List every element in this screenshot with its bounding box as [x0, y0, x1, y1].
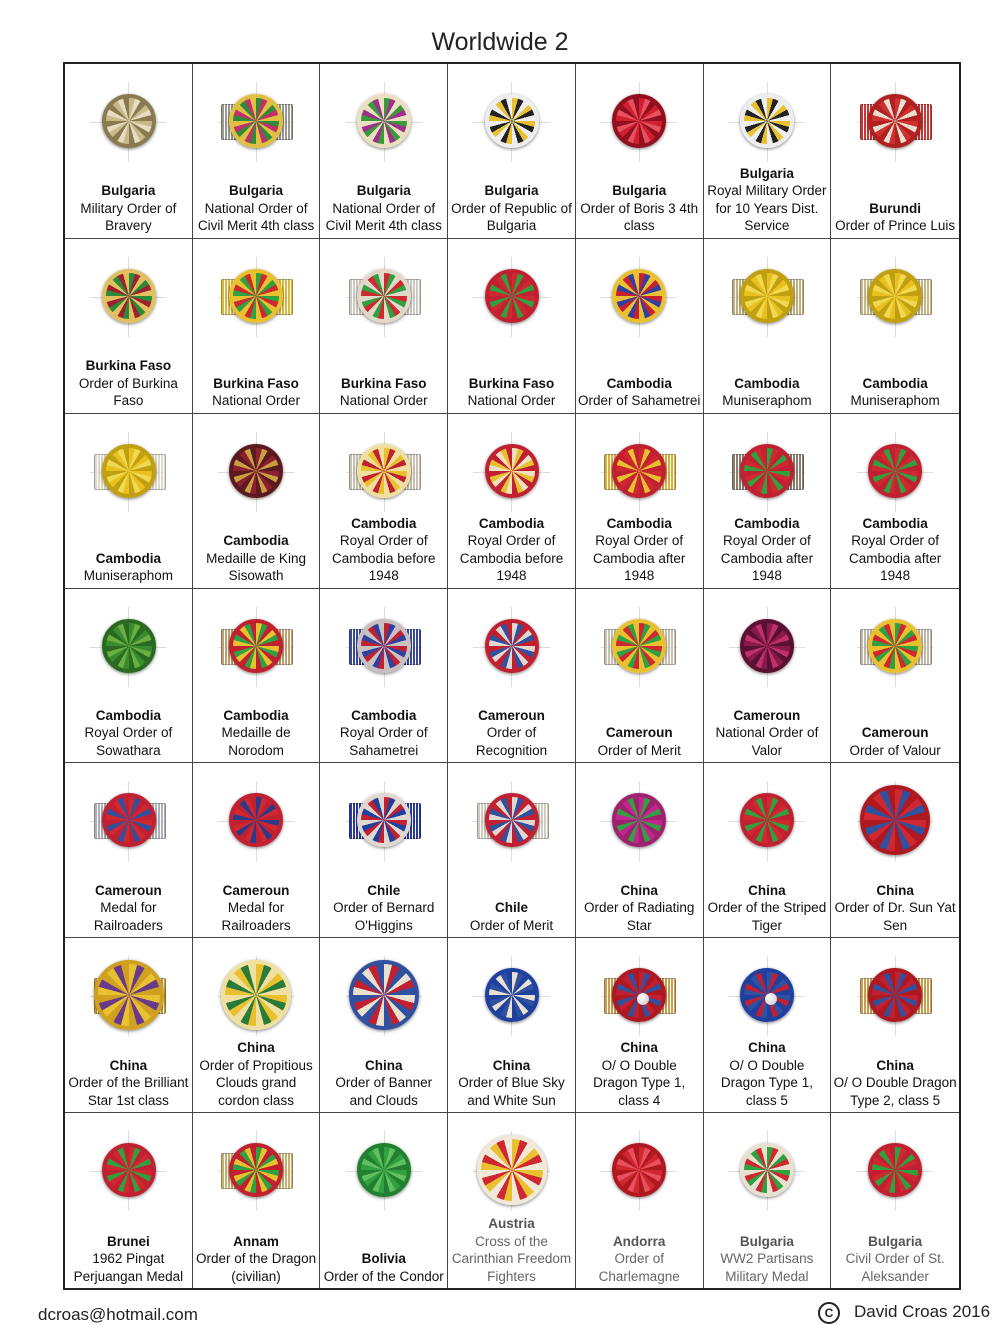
- medal-label: [578, 1039, 701, 1109]
- medal-rosette: [485, 793, 539, 847]
- medal-name: Royal Order of Sahametrei: [339, 725, 428, 758]
- medal-name: National Order: [467, 393, 556, 409]
- medal-rosette: [612, 444, 666, 498]
- medal-country: China: [748, 882, 786, 898]
- medal-label: [450, 375, 573, 410]
- medal-cell: [576, 64, 704, 239]
- medal-label: [322, 375, 445, 410]
- medal-country: Chile: [367, 882, 401, 898]
- medal-cell: [193, 239, 321, 414]
- medal-label: [450, 1057, 573, 1110]
- medal-cell: [65, 938, 193, 1113]
- medal-country: China: [365, 1057, 403, 1073]
- medal-country: Cambodia: [351, 707, 417, 723]
- medal-name: Order of Radiating Star: [584, 900, 695, 933]
- medal-label: [578, 1233, 701, 1286]
- medal-cell: [448, 414, 576, 589]
- medal-cell: [448, 1113, 576, 1288]
- medal-country: Cambodia: [862, 375, 928, 391]
- medal-cell: [65, 589, 193, 764]
- medal-label: [195, 182, 318, 235]
- medal-rosette: [229, 793, 283, 847]
- medal-country: Cameroun: [733, 707, 801, 723]
- medal-rosette: [102, 793, 156, 847]
- medal-country: Cameroun: [605, 725, 673, 741]
- medal-country: Cameroun: [478, 707, 545, 723]
- medal-rosette: [740, 269, 794, 323]
- medal-country: China: [748, 1040, 786, 1056]
- medal-rosette: [102, 269, 156, 323]
- medal-name: Order of Blue Sky and White Sun: [458, 1075, 565, 1108]
- medal-rosette: [102, 619, 156, 673]
- medal-rosette: [868, 444, 922, 498]
- medal-country: Cameroun: [861, 725, 929, 741]
- medal-rosette: [485, 444, 539, 498]
- medal-rosette: [229, 269, 283, 323]
- medal-country: Cambodia: [862, 515, 928, 531]
- medal-name: Royal Order of Cambodia after 1948: [848, 533, 942, 584]
- medal-rosette: [740, 793, 794, 847]
- medal-label: [195, 375, 318, 410]
- medal-label: [450, 707, 573, 760]
- medal-rosette: [740, 444, 794, 498]
- medal-name: Order of Merit: [597, 742, 681, 758]
- medal-name: Order of the Striped Tiger: [707, 900, 827, 933]
- medal-name: Order of Recognition: [475, 725, 548, 758]
- medal-name: Civil Order of St. Aleksander: [845, 1251, 945, 1284]
- medal-cell: [448, 938, 576, 1113]
- medal-name: National Order: [339, 393, 428, 409]
- medal-name: Order of Sahametrei: [578, 393, 701, 409]
- medal-label: [706, 515, 829, 585]
- medal-name: Order of Burkina Faso: [78, 375, 178, 409]
- medal-cell: [320, 1113, 448, 1288]
- medal-label: [67, 182, 190, 235]
- medal-country: Bulgaria: [229, 183, 284, 199]
- medal-rosette: [485, 968, 539, 1022]
- medal-rosette: [612, 968, 666, 1022]
- page-title: Worldwide 2: [431, 28, 569, 56]
- medal-name: Order of the Condor: [323, 1268, 444, 1284]
- medal-cell: [831, 1113, 959, 1288]
- medal-label: [833, 1057, 957, 1110]
- medal-label: [833, 882, 957, 935]
- medal-country: Burkina Faso: [213, 375, 299, 391]
- medal-label: [578, 515, 701, 585]
- medal-name: Muniseraphom: [850, 393, 940, 409]
- medal-label: [67, 882, 190, 935]
- medal-rosette: [860, 785, 930, 855]
- medal-cell: [831, 938, 959, 1113]
- medal-name: National Order of Civil Merit 4th class: [197, 200, 315, 234]
- medal-country: Cambodia: [734, 375, 800, 391]
- medal-cell: [576, 763, 704, 938]
- medal-name: Royal Military Order for 10 Years Dist. Service: [707, 183, 827, 234]
- medal-cell: [193, 938, 321, 1113]
- medal-name: Order of Valour: [849, 742, 941, 758]
- medal-country: Cameroun: [222, 882, 290, 898]
- medal-country: China: [620, 1040, 658, 1056]
- medal-cell: [320, 589, 448, 764]
- medal-country: Cambodia: [223, 533, 289, 549]
- medal-rosette: [868, 619, 922, 673]
- medal-name: Cross of the Carinthian Freedom Fighters: [451, 1233, 572, 1284]
- medal-country: Cambodia: [606, 375, 672, 391]
- medal-country: China: [620, 882, 658, 898]
- copyright-symbol: C: [818, 1302, 840, 1324]
- medal-country: Cambodia: [734, 515, 800, 531]
- medal-country: Burundi: [869, 200, 922, 216]
- copyright-text: David Croas 2016: [854, 1302, 991, 1321]
- medal-cell: [831, 414, 959, 589]
- medal-cell: [704, 1113, 832, 1288]
- medal-rosette: [485, 94, 539, 148]
- medal-country: Bulgaria: [101, 183, 156, 199]
- medal-label: [195, 707, 318, 760]
- medal-country: China: [237, 1040, 275, 1056]
- medal-rosette: [612, 269, 666, 323]
- medal-name: Royal Order of Sowathara: [84, 725, 173, 758]
- medal-rosette: [357, 269, 411, 323]
- medal-cell: [448, 763, 576, 938]
- medal-name: Order of Bernard O'Higgins: [333, 900, 435, 933]
- medal-country: Bolivia: [361, 1251, 406, 1266]
- medal-country: Bulgaria: [612, 183, 667, 199]
- medal-country: Cambodia: [478, 515, 545, 531]
- medal-label: [833, 200, 957, 235]
- medal-name: Order of Prince Luis: [835, 218, 956, 234]
- medal-country: Bulgaria: [739, 1233, 794, 1249]
- medal-country: Burkina Faso: [468, 375, 555, 391]
- medal-country: Burkina Faso: [341, 375, 427, 391]
- medal-label: [195, 1039, 318, 1109]
- medal-country: Cambodia: [95, 550, 161, 566]
- medal-name: Royal Order of Cambodia after 1948: [720, 533, 814, 584]
- medal-label: [578, 182, 701, 235]
- medal-country: Annam: [233, 1233, 279, 1249]
- medal-label: [578, 375, 701, 410]
- medal-label: [322, 1250, 445, 1285]
- medal-rosette: [740, 968, 794, 1022]
- medal-rosette: [612, 94, 666, 148]
- medal-cell: [831, 64, 959, 239]
- medal-rosette: [477, 1135, 547, 1205]
- medal-country: Chile: [494, 900, 528, 916]
- medal-country: Brunei: [106, 1233, 150, 1249]
- medal-cell: [704, 64, 832, 239]
- medal-rosette: [612, 1143, 666, 1197]
- medal-cell: [576, 1113, 704, 1288]
- medal-rosette: [221, 960, 291, 1030]
- medal-country: Bulgaria: [739, 165, 794, 181]
- medal-rosette: [229, 619, 283, 673]
- medal-label: [706, 1039, 829, 1109]
- medal-label: [322, 515, 445, 585]
- medal-label: [833, 515, 957, 585]
- medal-label: [67, 550, 190, 585]
- medal-name: Order of Propitious Clouds grand cordon class: [199, 1057, 313, 1108]
- medal-cell: [320, 763, 448, 938]
- medal-label: [706, 165, 829, 235]
- medal-cell: [576, 239, 704, 414]
- medal-label: [450, 515, 573, 585]
- medal-country: Cameroun: [94, 882, 162, 898]
- medal-name: Order of Dr. Sun Yat Sen: [834, 900, 956, 933]
- medal-name: O/ O Double Dragon Type 1, class 5: [720, 1057, 813, 1108]
- medal-name: Medal for Railroaders: [221, 900, 291, 933]
- medal-cell: [320, 64, 448, 239]
- medal-cell: [704, 938, 832, 1113]
- medal-cell: [65, 64, 193, 239]
- medal-label: [195, 1233, 318, 1286]
- medal-label: [706, 707, 829, 760]
- medal-name: Order of the Dragon (civilian): [196, 1251, 317, 1284]
- medal-rosette: [740, 1143, 794, 1197]
- pearl-center: [637, 993, 649, 1005]
- medal-rosette: [740, 619, 794, 673]
- medal-country: Cambodia: [606, 515, 672, 531]
- medal-label: [322, 182, 445, 235]
- medal-rosette: [740, 94, 794, 148]
- medal-grid: [63, 62, 961, 1290]
- medal-label: [450, 182, 573, 235]
- medal-cell: [576, 589, 704, 764]
- medal-cell: [65, 763, 193, 938]
- medal-country: Cambodia: [95, 707, 161, 723]
- medal-rosette: [357, 793, 411, 847]
- medal-name: Muniseraphom: [83, 568, 173, 584]
- medal-name: Medaille de King Sisowath: [206, 550, 306, 584]
- medal-cell: [65, 1113, 193, 1288]
- medal-name: Royal Order of Cambodia after 1948: [593, 533, 686, 584]
- medal-country: Bulgaria: [484, 183, 539, 199]
- medal-name: Royal Order of Cambodia before 1948: [459, 533, 564, 584]
- medal-label: [706, 1233, 829, 1286]
- medal-rosette: [229, 444, 283, 498]
- medal-cell: [193, 589, 321, 764]
- medal-rosette: [868, 269, 922, 323]
- medal-rosette: [357, 1143, 411, 1197]
- medal-country: Austria: [488, 1216, 535, 1231]
- medal-rosette: [349, 960, 419, 1030]
- medal-rosette: [229, 94, 283, 148]
- medal-name: O/ O Double Dragon Type 1, class 4: [593, 1057, 686, 1108]
- medal-name: Order of the Brilliant Star 1st class: [68, 1075, 189, 1108]
- medal-rosette: [612, 793, 666, 847]
- medal-rosette: [102, 444, 156, 498]
- medal-cell: [704, 239, 832, 414]
- medal-country: Cambodia: [351, 515, 417, 531]
- medal-country: Andorra: [612, 1233, 666, 1249]
- medal-cell: [448, 239, 576, 414]
- medal-cell: [704, 763, 832, 938]
- medal-rosette: [868, 1143, 922, 1197]
- medal-country: Bulgaria: [868, 1233, 923, 1249]
- medal-name: Military Order of Bravery: [80, 200, 177, 234]
- medal-label: [450, 899, 573, 934]
- medal-country: Cambodia: [223, 707, 289, 723]
- medal-name: O/ O Double Dragon Type 2, class 5: [833, 1075, 957, 1108]
- medal-label: [322, 882, 445, 935]
- medal-cell: [831, 763, 959, 938]
- medal-label: [578, 882, 701, 935]
- medal-rosette: [102, 1143, 156, 1197]
- medal-label: [578, 724, 701, 759]
- contact-email: dcroas@hotmail.com: [38, 1305, 198, 1324]
- medal-label: [833, 375, 957, 410]
- medal-cell: [831, 589, 959, 764]
- medal-label: [833, 724, 957, 759]
- medal-rosette: [868, 968, 922, 1022]
- medal-label: [322, 707, 445, 760]
- medal-rosette: [357, 94, 411, 148]
- medal-rosette: [357, 619, 411, 673]
- medal-country: China: [109, 1057, 148, 1073]
- medal-cell: [193, 64, 321, 239]
- medal-rosette: [229, 1143, 283, 1197]
- medal-label: [195, 532, 318, 585]
- medal-name: Medaille de Norodom: [221, 725, 291, 758]
- medal-cell: [448, 64, 576, 239]
- medal-name: Order of Merit: [469, 917, 554, 933]
- medal-label: [67, 707, 190, 760]
- medal-label: [67, 357, 190, 410]
- medal-name: Muniseraphom: [722, 393, 812, 409]
- medal-label: [67, 1233, 190, 1286]
- medal-country: Bulgaria: [356, 183, 411, 199]
- medal-name: National Order: [212, 393, 300, 409]
- medal-cell: [576, 938, 704, 1113]
- medal-name: 1962 Pingat Perjuangan Medal: [73, 1251, 184, 1284]
- medal-name: National Order of Civil Merit 4th class: [325, 200, 442, 234]
- medal-rosette: [485, 269, 539, 323]
- medal-cell: [193, 414, 321, 589]
- medal-cell: [320, 239, 448, 414]
- medal-name: Royal Order of Cambodia before 1948: [331, 533, 436, 584]
- medal-country: Burkina Faso: [85, 358, 172, 374]
- medal-name: WW2 Partisans Military Medal: [720, 1251, 814, 1284]
- medal-cell: [193, 1113, 321, 1288]
- medal-label: [67, 1057, 190, 1110]
- medal-name: Order of Banner and Clouds: [335, 1075, 433, 1108]
- medal-name: Order of Charlemagne: [598, 1251, 680, 1284]
- medal-label: [706, 375, 829, 410]
- medal-rosette: [612, 619, 666, 673]
- medal-rosette: [357, 444, 411, 498]
- medal-cell: [704, 589, 832, 764]
- medal-label: [450, 1215, 573, 1285]
- medal-label: [322, 1057, 445, 1110]
- medal-cell: [831, 239, 959, 414]
- medal-cell: [576, 414, 704, 589]
- medal-country: China: [492, 1057, 531, 1073]
- medal-cell: [704, 414, 832, 589]
- medal-label: [706, 882, 829, 935]
- medal-name: Medal for Railroaders: [93, 900, 163, 933]
- pearl-center: [765, 993, 777, 1005]
- medal-cell: [65, 414, 193, 589]
- medal-name: Order of Republic of Bulgaria: [451, 200, 572, 234]
- medal-rosette: [485, 619, 539, 673]
- medal-rosette: [102, 94, 156, 148]
- medal-cell: [193, 763, 321, 938]
- medal-country: China: [876, 882, 914, 898]
- medal-country: China: [876, 1057, 914, 1073]
- medal-rosette: [868, 94, 922, 148]
- medal-cell: [320, 414, 448, 589]
- medal-name: National Order of Valor: [715, 725, 819, 758]
- medal-rosette: [94, 960, 164, 1030]
- medal-cell: [448, 589, 576, 764]
- medal-label: [833, 1233, 957, 1286]
- medal-cell: [65, 239, 193, 414]
- medal-name: Order of Boris 3 4th class: [580, 200, 699, 234]
- medal-label: [195, 882, 318, 935]
- medal-cell: [320, 938, 448, 1113]
- copyright-notice: [818, 1302, 990, 1324]
